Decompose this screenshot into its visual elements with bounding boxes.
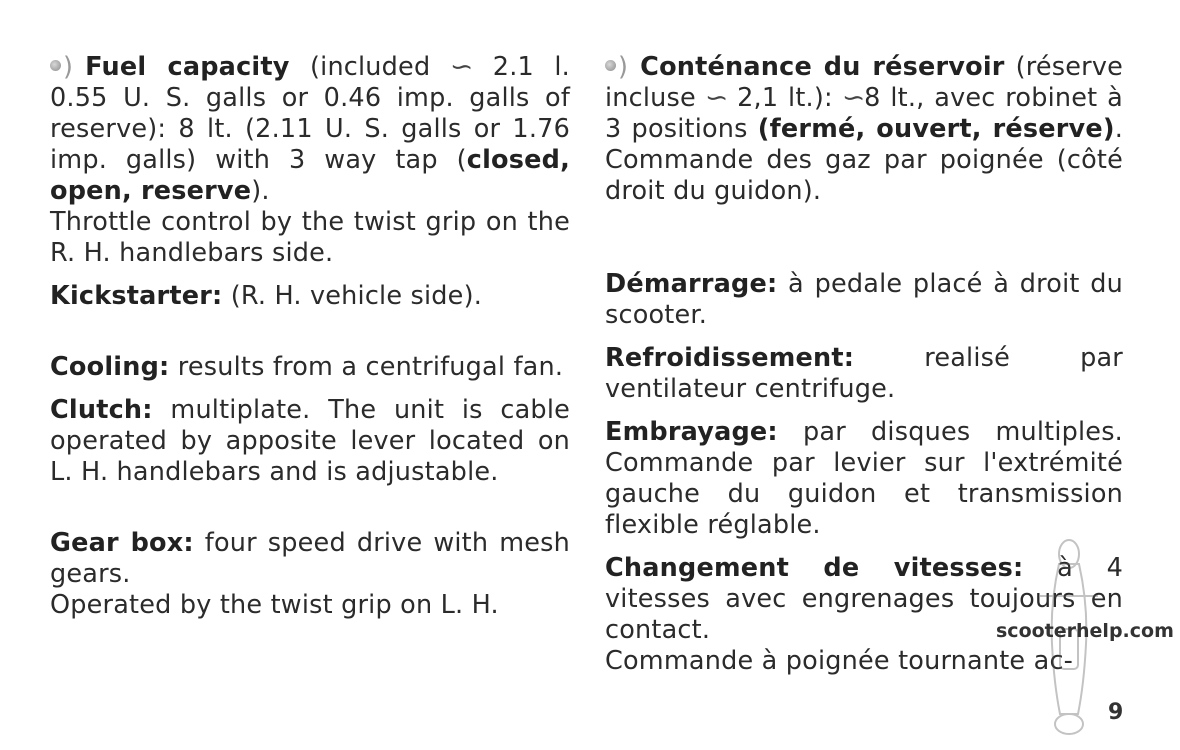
page-number: 9 xyxy=(1108,700,1124,725)
cooling-paragraph: Cooling: results from a centrifugal fan. xyxy=(50,352,564,382)
english-column xyxy=(50,52,570,621)
gearbox-operation-paragraph: Operated by the twist grip on L. H. xyxy=(50,590,499,620)
fuel-capacity-label-fr: Conténance du réservoir xyxy=(640,52,1005,82)
watermark-text: scooterhelp.com xyxy=(996,620,1174,642)
tap-states-fr: (fermé, ouvert, réserve) xyxy=(757,114,1115,144)
tap-states: closed, open, reserve xyxy=(50,145,570,206)
gearbox-paragraph-fr: Changement de vitesses: à 4 vitesses avec engrenages toujours en contact. xyxy=(605,553,1123,645)
kickstarter-label: Kickstarter: xyxy=(50,281,223,311)
throttle-paragraph: Throttle control by the twist grip on the R. H. handlebars side. xyxy=(50,207,570,268)
clutch-paragraph-fr: Embrayage: par disques multiples. Commande par levier sur l'extrémité gauche du guidon et transmission flexible réglable. xyxy=(605,417,1123,540)
cooling-paragraph-fr: Refroidissement: realisé par ventilateur centrifuge. xyxy=(605,343,1123,404)
clutch-label-fr: Embrayage: xyxy=(605,417,778,447)
starter-label-fr: Démarrage: xyxy=(605,269,778,299)
gearbox-operation-paragraph-fr: Commande à poignée tournante ac- xyxy=(605,646,1074,676)
gearbox-label-fr: Changement de vitesses: xyxy=(605,553,1024,583)
approx-icon: ∽ xyxy=(704,83,729,113)
cooling-label-fr: Refroidissement: xyxy=(605,343,855,373)
starter-paragraph-fr: Démarrage: à pedale placé à droit du scooter. xyxy=(605,269,1123,330)
gearbox-paragraph: Gear box: four speed drive with mesh gears. xyxy=(50,528,570,589)
bullet-icon xyxy=(605,60,616,71)
bullet-paren: ) xyxy=(63,52,74,82)
approx-icon: ∽ xyxy=(449,52,474,82)
clutch-label: Clutch: xyxy=(50,395,153,425)
approx-icon: ∽ xyxy=(841,83,866,113)
bullet-icon xyxy=(50,60,61,71)
clutch-paragraph: Clutch: multiplate. The unit is cable operated by apposite lever located on L. H. handlebars and is adjustable. xyxy=(50,395,570,487)
fuel-capacity-paragraph: ) Fuel capacity (included ∽ 2.1 l. 0.55 U. S. galls or 0.46 imp. galls of reserve): 8 lt. (2.11 U. S. galls or 1.76 imp. galls) with 3 way tap (closed, open, reserve). xyxy=(50,52,570,206)
fuel-capacity-label: Fuel capacity xyxy=(85,52,290,82)
fuel-capacity-paragraph-fr: ) Conténance du réservoir (réserve incluse ∽ 2,1 lt.): ∽8 lt., avec robinet à 3 positions (fermé, ouvert, réserve). Commande des gaz par poignée (côté droit du guidon). xyxy=(605,52,1124,206)
bullet-paren: ) xyxy=(618,52,629,82)
cooling-label: Cooling: xyxy=(50,352,170,382)
gearbox-label: Gear box: xyxy=(50,528,194,558)
kickstarter-paragraph: Kickstarter: (R. H. vehicle side). xyxy=(50,281,483,311)
